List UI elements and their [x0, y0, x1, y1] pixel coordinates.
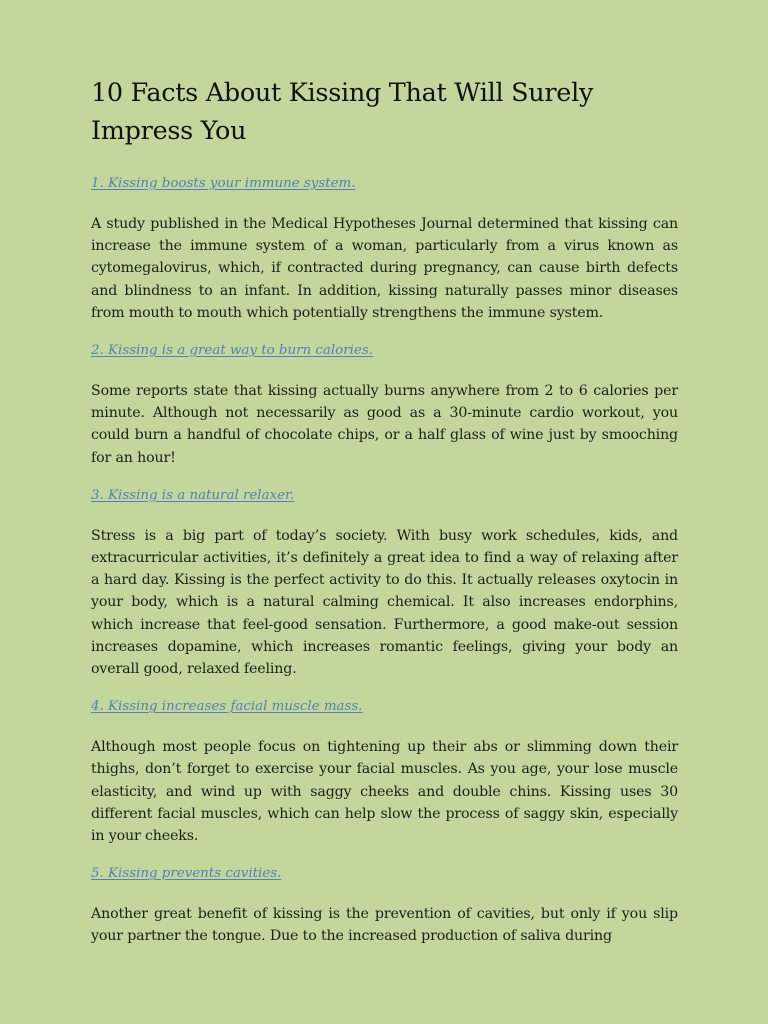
section-heading-relaxer[interactable]: 3. Kissing is a natural relaxer.	[91, 487, 295, 503]
section-body-immune: A study published in the Medical Hypotheses Journal determined that kissing can increase the immune system of a woman, particularly from a virus known as cytomegalovirus, which, if contracted during pregnancy, can cause birth defects and blindness to an infant. In addition, kissing naturally passes minor diseases from mouth to mouth which potentially strengthens the immune system.	[91, 216, 678, 321]
section-heading-calories[interactable]: 2. Kissing is a great way to burn calories.	[91, 343, 373, 359]
section-body-cavities: Another great benefit of kissing is the prevention of cavities, but only if you slip your partner the tongue. Due to the increased production of saliva during	[91, 906, 678, 945]
section-heading-immune[interactable]: 1. Kissing boosts your immune system.	[91, 176, 356, 191]
section-heading-facial-muscle[interactable]: 4. Kissing increases facial muscle mass.	[91, 699, 363, 715]
section-body-facial-muscle: Although most people focus on tightening up their abs or slimming down their thighs, don’t forget to exercise your facial muscles. As you age, your lose muscle elasticity, and wind up with saggy cheeks and double chins. Kissing uses 30 different facial muscles, which can help slow the process of saggy skin, especially in your cheeks.	[91, 739, 678, 845]
section-body-relaxer: Stress is a big part of today’s society. With busy work schedules, kids, and extracurricular activities, it’s definitely a great idea to find a way of relaxing after a hard day. Kissing is the perfect activity to do this. It actually releases oxytocin in your body, which is a natural calming chemical. It also increases endorphins, which increase that feel-good sensation. Furthermore, a good make-out session increases dopamine, which increases romantic feelings, giving your body an overall good, relaxed feeling.	[91, 527, 678, 678]
document-title: 10 Facts About Kissing That Will Surely Impress You	[91, 78, 594, 146]
section-heading-cavities[interactable]: 5. Kissing prevents cavities.	[91, 866, 282, 882]
section-body-calories: Some reports state that kissing actually burns anywhere from 2 to 6 calories per minute. Although not necessarily as good as a 30-minute cardio workout, you could burn a handful of chocolate chips, or a half glass of wine just by smooching for an hour!	[91, 383, 678, 466]
